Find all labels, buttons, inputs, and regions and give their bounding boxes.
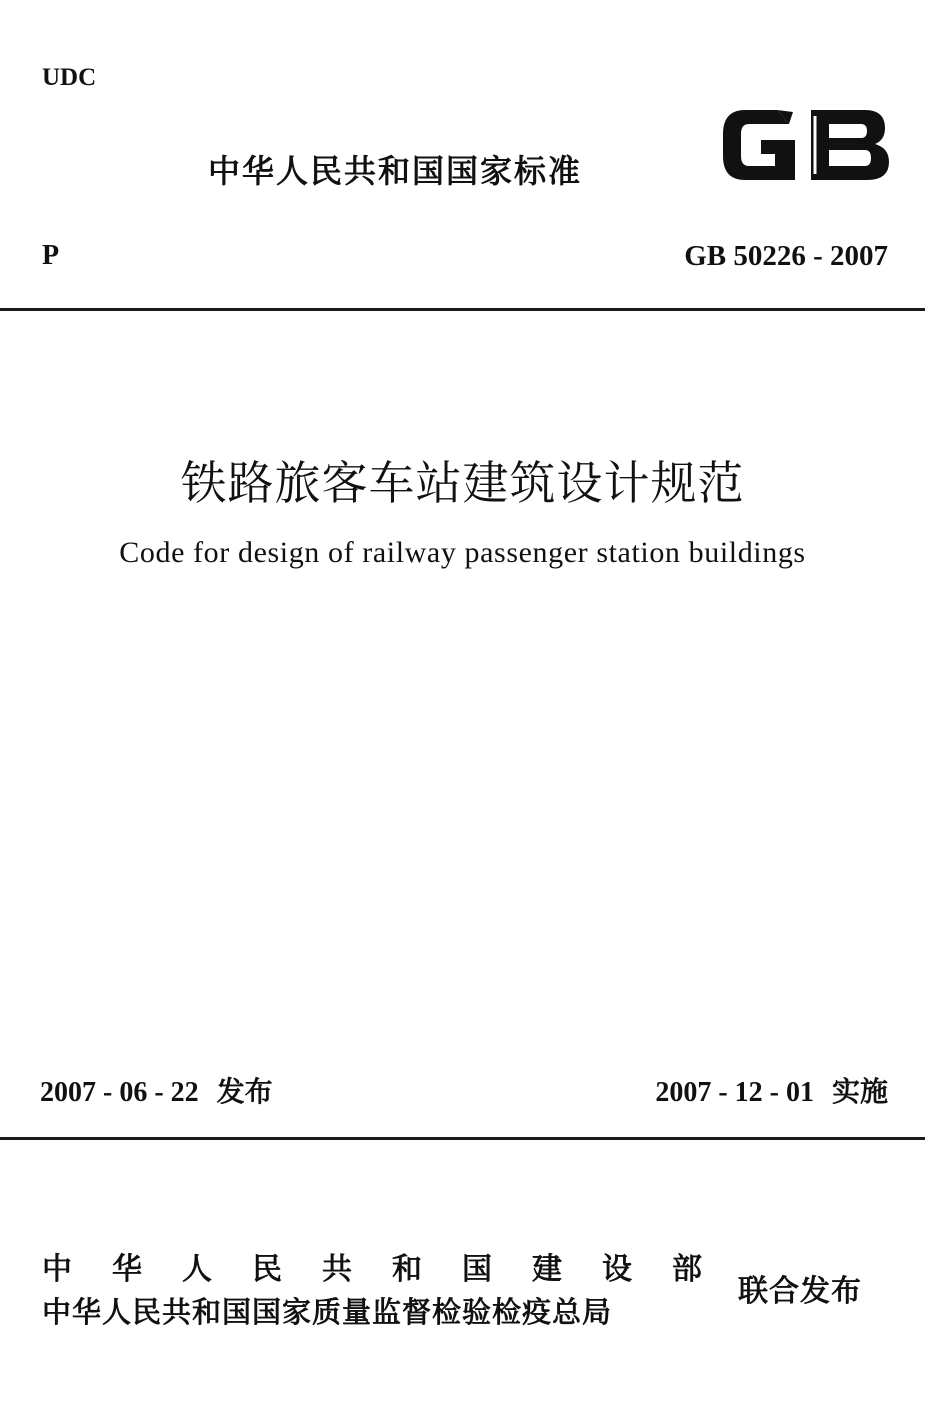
issuer-ministry-char: 人	[182, 1252, 212, 1287]
joint-issue-label: 联合发布	[738, 1274, 862, 1309]
issue-label: 发布	[216, 1075, 273, 1108]
issuer-ministry-char: 部	[672, 1252, 702, 1287]
title-english: Code for design of railway passenger station buildings	[119, 536, 806, 569]
standard-number: GB 50226 - 2007	[684, 240, 888, 272]
issuer-ministry-char: 华	[112, 1252, 142, 1287]
issue-date: 2007 - 06 - 22	[40, 1077, 199, 1108]
issue-date-block	[40, 1070, 273, 1110]
issuer-ministry-char: 中	[42, 1252, 72, 1287]
implement-label: 实施	[831, 1075, 888, 1108]
issuer-ministry-char: 民	[252, 1252, 282, 1287]
implement-date-block	[655, 1070, 888, 1110]
issuer-ministry-char: 共	[322, 1252, 352, 1287]
issuer-ministry-char: 设	[602, 1252, 632, 1287]
category-code: P	[42, 240, 60, 271]
national-standard-heading: 中华人民共和国国家标准	[208, 152, 583, 190]
udc-label: UDC	[42, 64, 97, 91]
top-divider	[0, 308, 925, 311]
issuer-ministry	[42, 1244, 702, 1288]
issuer-ministry-char: 建	[532, 1252, 562, 1287]
issuer-aqsiq: 中华人民共和国国家质量监督检验检疫总局	[42, 1295, 613, 1329]
issuer-ministry-char: 国	[462, 1252, 492, 1287]
issuer-ministry-char: 和	[392, 1252, 422, 1287]
title-chinese: 铁路旅客车站建筑设计规范	[180, 456, 745, 510]
bottom-divider	[0, 1137, 925, 1140]
implement-date: 2007 - 12 - 01	[655, 1077, 814, 1108]
gb-logo	[715, 100, 893, 188]
